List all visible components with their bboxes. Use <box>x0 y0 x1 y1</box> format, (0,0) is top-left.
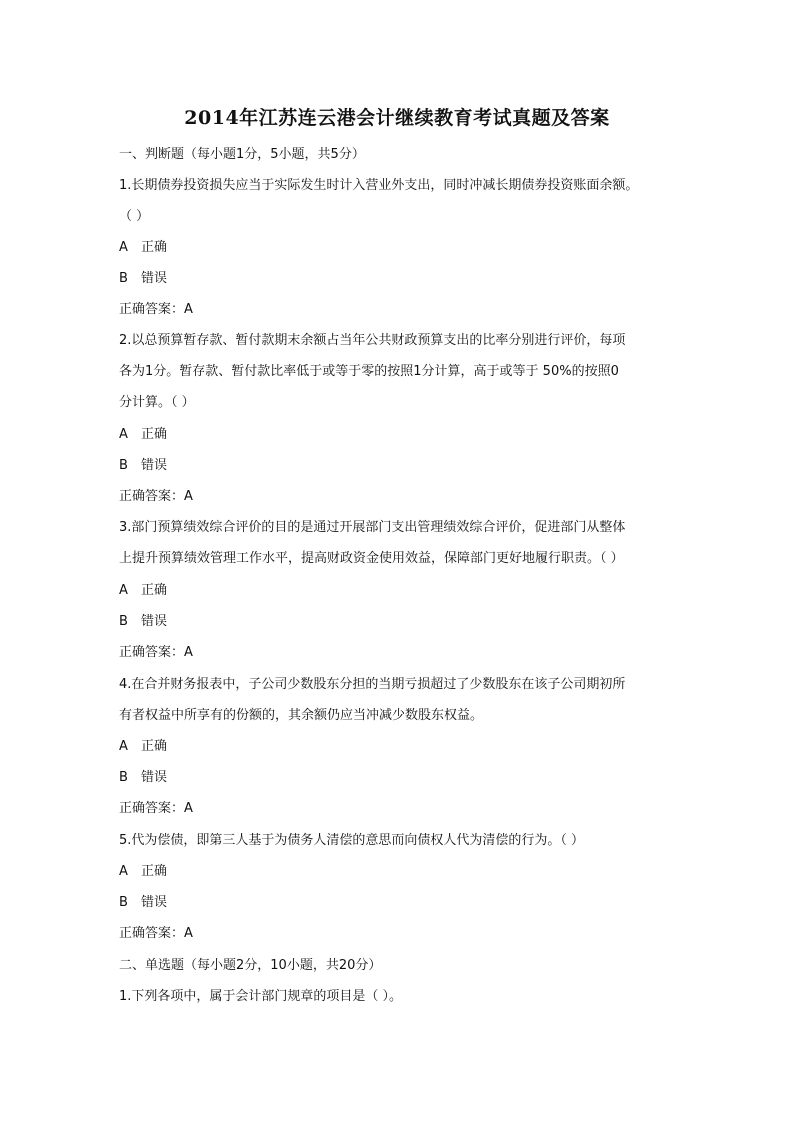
section-heading-judgment: 一、判断题（每小题1分，5小题，共5分） <box>119 147 365 162</box>
option-text: 正确 <box>141 583 168 598</box>
option-letter: A <box>119 739 128 754</box>
question-4-option-b <box>119 769 679 787</box>
option-text: 错误 <box>141 271 168 286</box>
option-text: 错误 <box>141 895 168 910</box>
option-letter: A <box>119 864 128 879</box>
option-letter: A <box>119 583 128 598</box>
single-choice-question-1-line-1: 1.下列各项中，属于会计部门规章的项目是（ ）。 <box>119 989 403 1004</box>
question-1-option-a <box>119 239 679 257</box>
question-4-answer: 正确答案：A <box>119 801 193 816</box>
question-3-option-b <box>119 613 679 631</box>
option-letter: B <box>119 271 128 286</box>
question-1-option-b <box>119 270 679 288</box>
option-letter: A <box>119 427 128 442</box>
question-2-answer: 正确答案：A <box>119 489 193 504</box>
question-2-line-3: 分计算。（ ） <box>119 395 195 410</box>
question-3-line-2: 上提升预算绩效管理工作水平，提高财政资金使用效益，保障部门更好地履行职责。（ ） <box>119 551 624 566</box>
document-title: 2014年江苏连云港会计继续教育考试真题及答案 <box>184 107 610 129</box>
question-3-answer: 正确答案：A <box>119 645 193 660</box>
option-letter: B <box>119 614 128 629</box>
question-2-option-a <box>119 426 679 444</box>
question-1-line-2: （ ） <box>119 209 150 224</box>
option-text: 正确 <box>141 427 168 442</box>
option-letter: B <box>119 895 128 910</box>
question-5-line-1: 5.代为偿债，即第三人基于为债务人清偿的意思而向债权人代为清偿的行为。（ ） <box>119 833 585 848</box>
question-5-option-a <box>119 863 679 881</box>
option-letter: A <box>119 240 128 255</box>
question-3-line-1: 3.部门预算绩效综合评价的目的是通过开展部门支出管理绩效综合评价，促进部门从整体 <box>119 520 626 535</box>
question-4-line-1: 4.在合并财务报表中，子公司少数股东分担的当期亏损超过了少数股东在该子公司期初所 <box>119 677 626 692</box>
option-text: 正确 <box>141 864 168 879</box>
option-letter: B <box>119 770 128 785</box>
question-4-line-2: 有者权益中所享有的份额的，其余额仍应当冲减少数股东权益。 <box>119 708 484 723</box>
option-text: 错误 <box>141 614 168 629</box>
option-text: 错误 <box>141 458 168 473</box>
question-2-line-1: 2.以总预算暂存款、暂付款期末余额占当年公共财政预算支出的比率分别进行评价，每项 <box>119 333 626 348</box>
question-2-line-2: 各为1分。暂存款、暂付款比率低于或等于零的按照1分计算，高于或等于 50%的按照0 <box>119 364 619 379</box>
option-text: 错误 <box>141 770 168 785</box>
question-1-answer: 正确答案：A <box>119 302 193 317</box>
option-text: 正确 <box>141 739 168 754</box>
question-5-answer: 正确答案：A <box>119 926 193 941</box>
question-3-option-a <box>119 582 679 600</box>
section-heading-single-choice: 二、单选题（每小题2分，10小题，共20分） <box>119 958 382 973</box>
question-2-option-b <box>119 457 679 475</box>
option-letter: B <box>119 458 128 473</box>
question-1-line-1: 1.长期债券投资损失应当于实际发生时计入营业外支出，同时冲减长期债券投资账面余额。 <box>119 178 639 193</box>
option-text: 正确 <box>141 240 168 255</box>
question-4-option-a <box>119 738 679 756</box>
question-5-option-b <box>119 894 679 912</box>
